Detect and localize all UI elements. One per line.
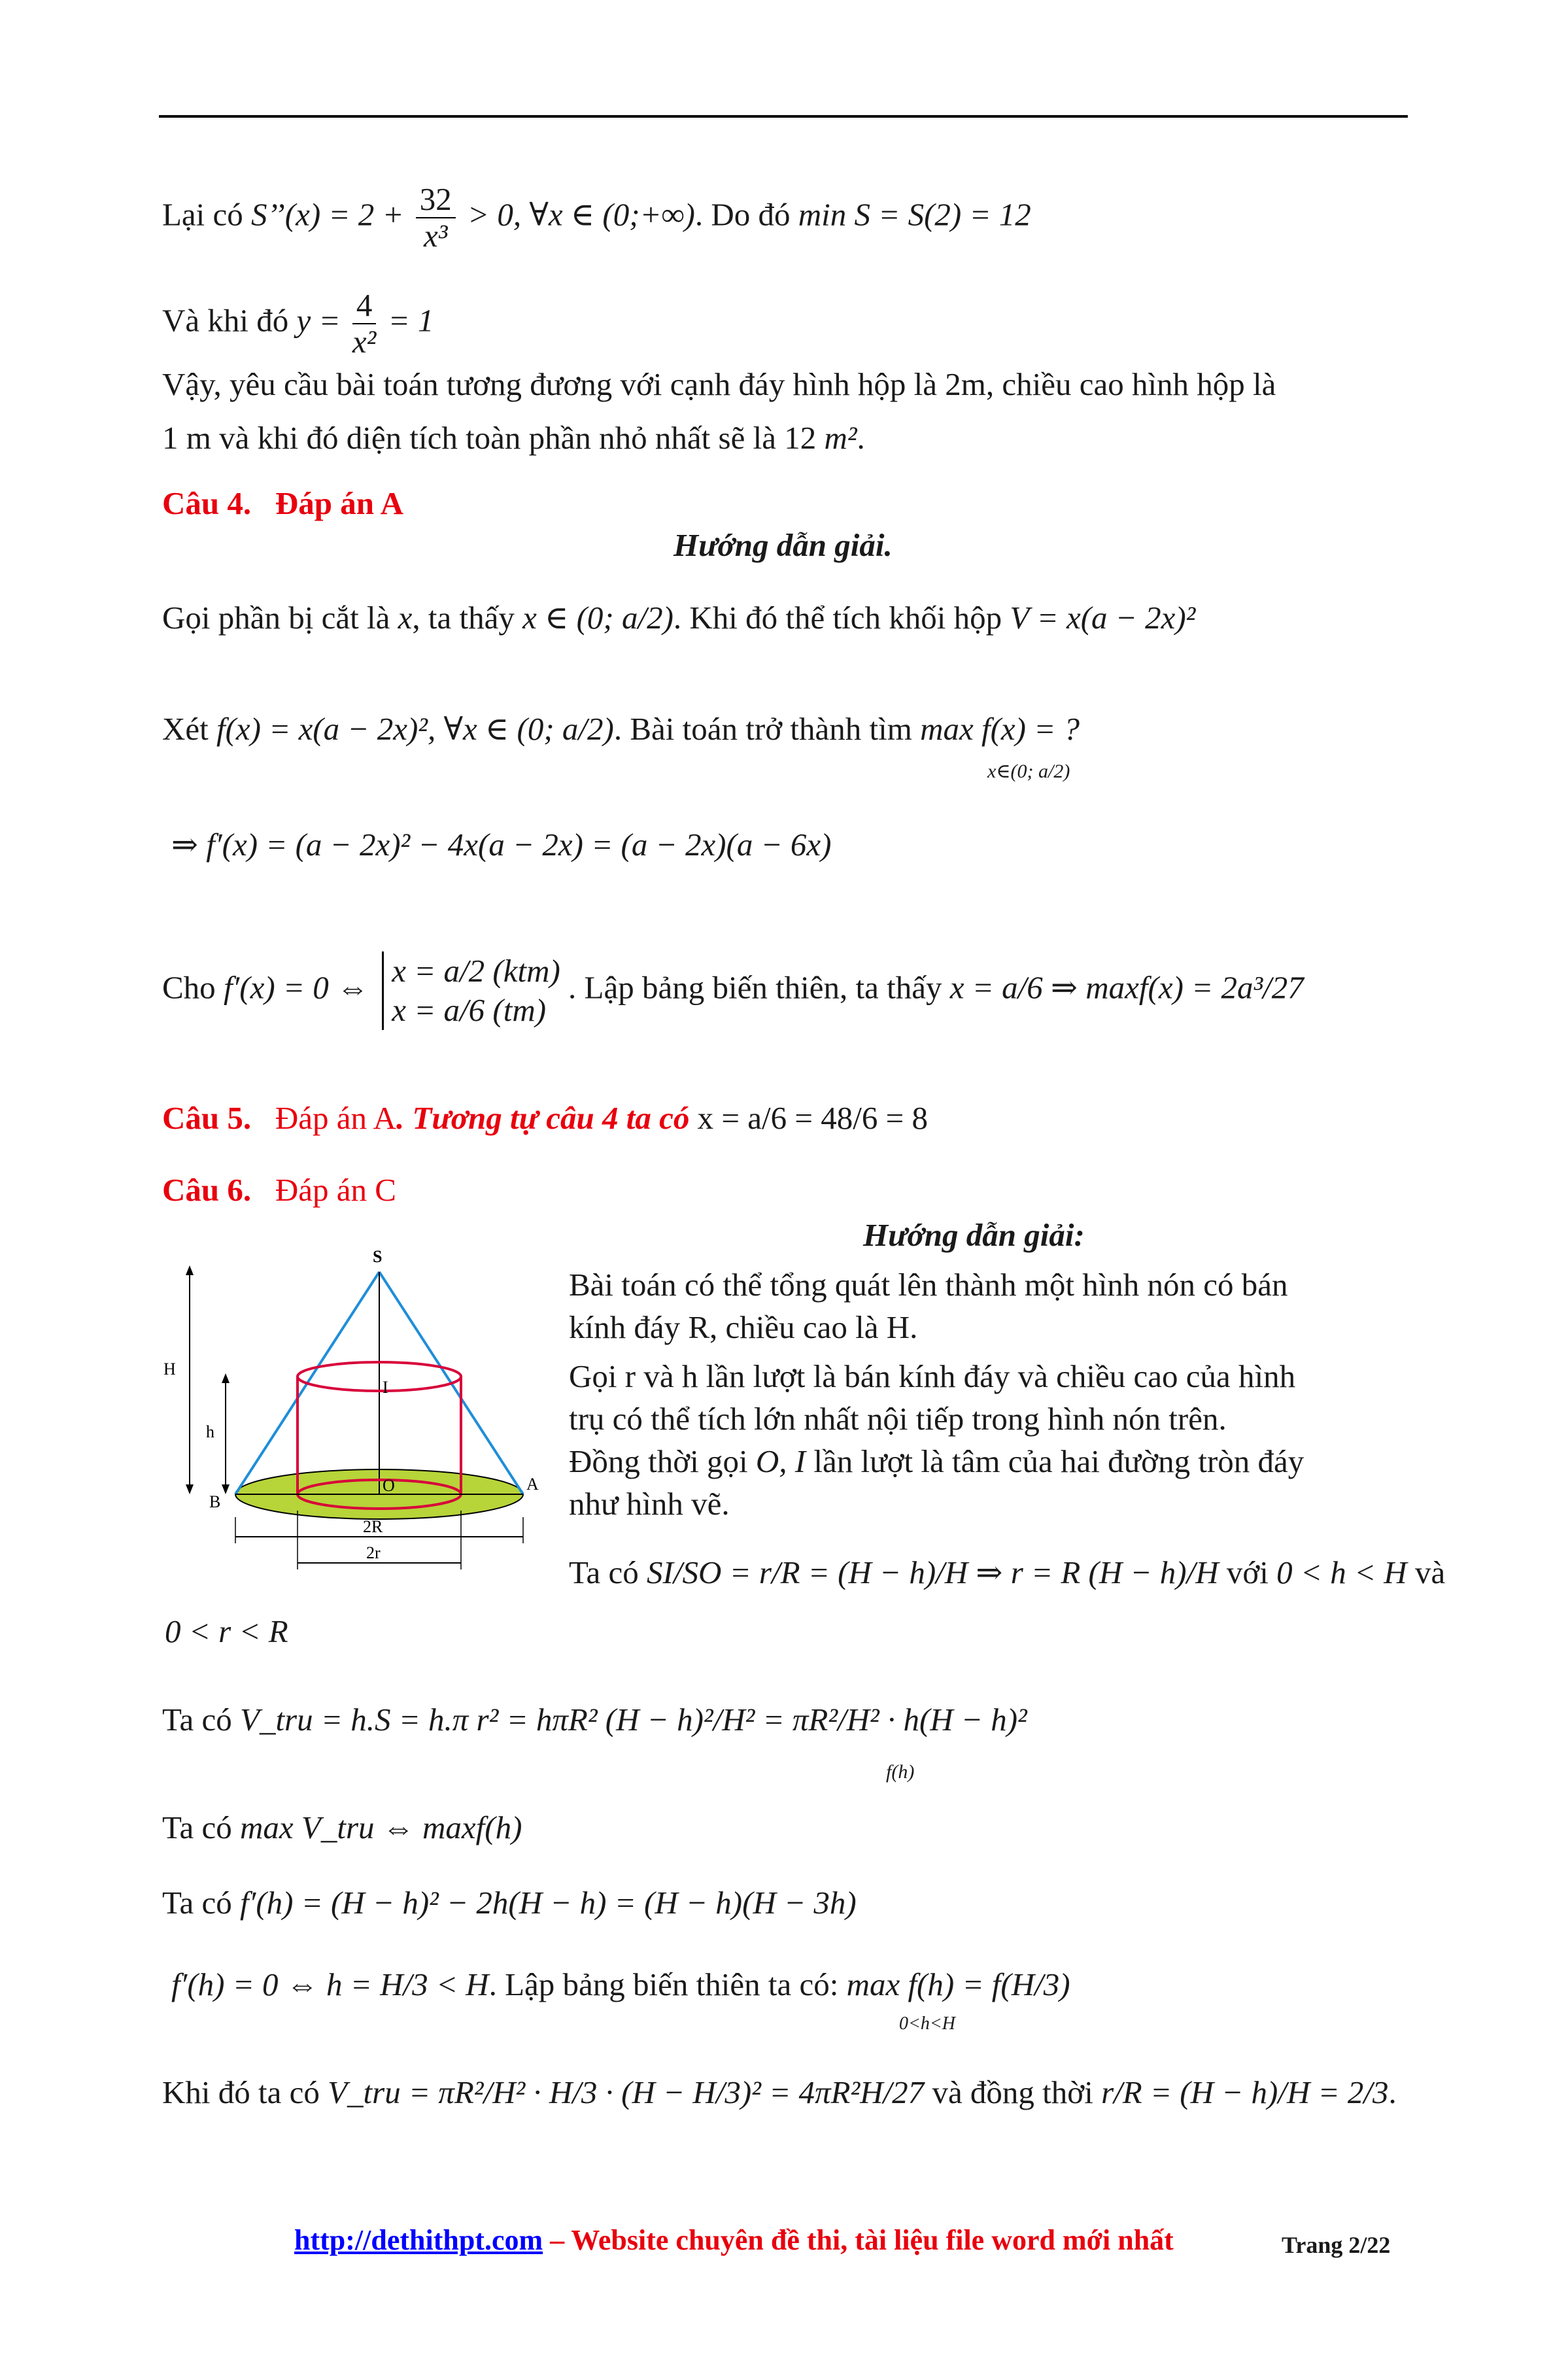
line-volume: Ta có V_tru = h.S = h.π r² = hπR² (H − h)²/H² = πR²/H² · h(H − h)² — [162, 1702, 1027, 1738]
case-system: x = a/2 (ktm) x = a/6 (tm) — [382, 951, 560, 1030]
line-final-volume: Khi đó ta có V_tru = πR²/H² · H/3 · (H − H/3)² = 4πR²H/27 và đồng thời r/R = (H − h)/H = 2/3. — [162, 2074, 1397, 2110]
line-r-range: 0 < r < R — [165, 1613, 288, 1649]
line-conclusion-1: Vậy, yêu cầu bài toán tương đương với cạnh đáy hình hộp là 2m, chiều cao hình hộp là — [162, 366, 1276, 402]
line-fh-zero: f′(h) = 0 ⇔ h = H/3 < H. Lập bảng biến thiên ta có: max f(h) = f(H/3) — [171, 1966, 1070, 2002]
footer-text: – Website chuyên đề thi, tài liệu file word mới nhất — [543, 2224, 1174, 2256]
label-A: A — [526, 1475, 539, 1494]
label-H: H — [163, 1360, 176, 1379]
page-number: Trang 2/22 — [1282, 2232, 1391, 2258]
label-h: h — [206, 1422, 214, 1441]
q6-text-3: Gọi r và h lần lượt là bán kính đáy và chiều cao của hình — [569, 1358, 1296, 1394]
arrow-head-icon — [186, 1265, 194, 1275]
line-max-volume: Ta có max V_tru ⇔ maxf(h) — [162, 1809, 522, 1845]
line-y-value: Và khi đó y = $\frac{4}{\text{x²}}$ = 1 — [162, 287, 434, 360]
q6-text-5: Đồng thời gọi O, I lần lượt là tâm của hai đường tròn đáy — [569, 1443, 1304, 1479]
question-5-line: Câu 5. Đáp án A. Tương tự câu 4 ta có x = a/6 = 48/6 = 8 — [162, 1100, 929, 1136]
label-2r: 2r — [366, 1543, 381, 1562]
cone-cylinder-diagram — [163, 1229, 543, 1596]
line-derivative: ⇒ f′(x) = (a − 2x)² − 4x(a − 2x) = (a − 2x)(a − 6x) — [171, 827, 832, 863]
fraction-32-x3: $\frac{32}{\text{x³}}$ — [416, 182, 456, 254]
footer-link[interactable]: http://dethithpt.com — [294, 2224, 543, 2256]
q6-text-2: kính đáy R, chiều cao là H. — [569, 1309, 918, 1345]
q6-text-4: trụ có thể tích lớn nhất nội tiếp trong hình nón trên. — [569, 1401, 1227, 1437]
max-subscript-x: x∈(0; a/2) — [987, 761, 1070, 782]
label-I: I — [383, 1378, 388, 1397]
underbrace-fh: f(h) — [886, 1761, 915, 1783]
q4-solution-heading: Hướng dẫn giải. — [673, 527, 893, 563]
line-cut-part: Gọi phần bị cắt là x, ta thấy x ∈ (0; a/2). Khi đó thể tích khối hộp V = x(a − 2x)² — [162, 600, 1196, 636]
q6-solution-heading: Hướng dẫn giải: — [863, 1217, 1085, 1253]
max-subscript-h: 0<h<H — [899, 2013, 956, 2034]
q6-text-6: như hình vẽ. — [569, 1486, 730, 1522]
line-consider-f: Xét f(x) = x(a − 2x)², ∀x ∈ (0; a/2). Bài toán trở thành tìm max f(x) = ? — [162, 711, 1080, 747]
line-fh-derivative: Ta có f′(h) = (H − h)² − 2h(H − h) = (H − h)(H − 3h) — [162, 1885, 857, 1921]
header-rule — [159, 115, 1408, 118]
line-conclusion-2: 1 m và khi đó diện tích toàn phần nhỏ nhất sẽ là 12 m². — [162, 420, 865, 456]
line-critical-points: Cho f′(x) = 0 ⇔ x = a/2 (ktm) x = a/6 (tm) . Lập bảng biến thiên, ta thấy x = a/6 ⇒ maxf(x) = 2a³/27 — [162, 951, 1304, 1030]
fraction-4-x2: $\frac{4}{\text{x²}}$ — [352, 287, 377, 360]
question-4-header: Câu 4. Đáp án A — [162, 485, 403, 521]
footer — [294, 2223, 1174, 2257]
label-2R: 2R — [363, 1517, 383, 1536]
label-S: S — [373, 1247, 383, 1266]
label-O: O — [383, 1476, 395, 1495]
arrow-head-icon — [186, 1484, 194, 1494]
q6-text-1: Bài toán có thể tổng quát lên thành một hình nón có bán — [569, 1267, 1288, 1303]
arrow-head-icon — [222, 1373, 230, 1383]
line-second-derivative: Lại có S’’(x) = 2 + $\frac{32}{\text{x³}}$ > 0, ∀x ∈ (0;+∞). Do đó min S = S(2) = 12 — [162, 181, 1031, 254]
question-6-header: Câu 6. Đáp án C — [162, 1172, 396, 1208]
q6-ratio-line: Ta có SI/SO = r/R = (H − h)/H ⇒ r = R (H − h)/H với 0 < h < H và — [569, 1554, 1446, 1590]
arrow-head-icon — [222, 1484, 230, 1494]
label-B: B — [209, 1492, 221, 1511]
